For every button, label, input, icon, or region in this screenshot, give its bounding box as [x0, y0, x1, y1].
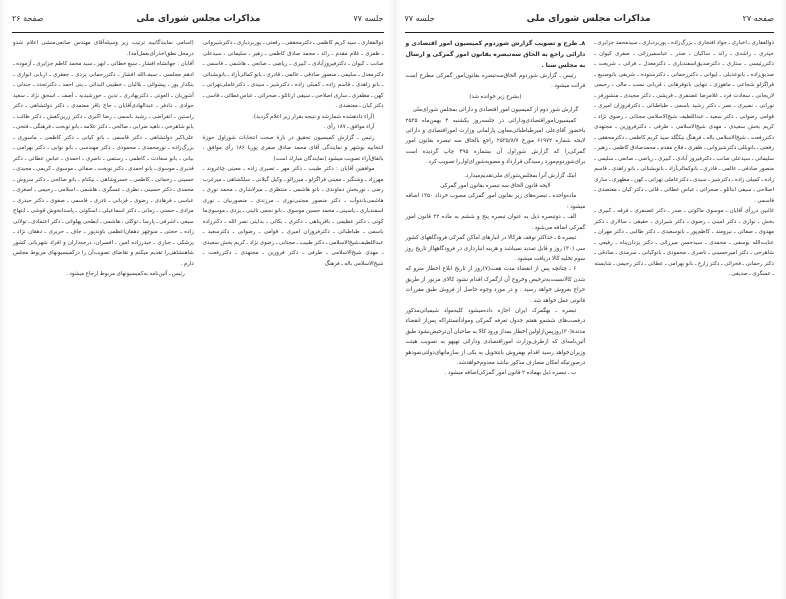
names-roster-right: ذوالفقاری ـ سید کریم کاظمی ـ دکترمحققی ـ رفعتی ـ پوربردباری ـ دکترشیروانی ـ ظفری ـ غلام مقدم ـ رائد ـ محمد صادق کاظمی ـ زهیر ـ سلیمانی ـ سیدعلی صانب ـ کیوان ـ دکترفیروزآبادی ـ کبیری ـ ریاضی ـ صانعی ـ هاشمی ـ قاسمی ـ دکترمعدل ـ سلیمی ـ منصور صادقی ـ عالمی ـ قادری ـ بانو کمالی‌آزاد ـ بانوبشنائی ـ بانو زاهدی ـ قاسم زاده ـ کمیلی زاده ـ دکترشیر ـ سیدی ـ دکترعاملی‌تهرانی ـ کهن ـ مظفری ـ ساری اصلاحی ـ سیفی ارتائلو ـ صحرائی ـ عباس‌عطائی ـ قاسی ـ دکتر کیان ـ معتضدی . [202, 40, 384, 109]
page-right-header-rule [12, 32, 384, 33]
report-title: گزارش شور دوم از کمیسیون امور اقتصادی و دارائی بمجلس شورای‌ملی [412, 107, 579, 114]
page-right-columns [12, 38, 384, 578]
names-in-favor: موافقین آقایان : دکتر طبیب ـ دکتر مهر ـ تصیری زاده ـ معینی چاغروند ـ مهرزاد ـ وشنگبر ـ معینی قراگزلو ـ میرزالو ـ وکیل گیلانی ـ سلکشاهی ـ میرغرب رضی ـ نوربخش دماوندی ـ بانو هاشمی ـ منتظری ـ میرلاشاری ـ محمد نوری ـ هاشمی‌باندوآب ـ دکتر منصور مجتبی‌نوری ـ مرزندی ـ منصوربیان ـ نوری اسفندیاری ـ یاسینی ـ محمد حسین موسوی ـ بانو نجمی نائینی ـ یزدی ـ موسوی‌ما کوئی ـ دکتر عظیمی ـ باقر‌پناهی ـ دکتری ـ بکائی ـ بدایتی‌ نصر الله ـ دکترزاده باسمی ـ طباطبائی ـ دکترفروزان امیری ـ قوامی ـ رضوانی ـ دکترسعید ـ عبداللطیف‌شیخ‌الاسلامی ـ دکتر طبیب ـ مجتانی ـ رضوی نژاد ـ کریم بخش سعیدی ـ مهدی شیخ‌الاسلامی ـ طرفی ـ دکتر فروزین ـ مجتهدی ـ دکتررفعت ـ شیخ‌الاسلامی باله ـ فرهنگ [202, 166, 384, 267]
page-right-page-number: صفحة ۲۶ [12, 14, 44, 23]
page-left-column-names [594, 38, 774, 283]
page-left-header-rule [405, 32, 775, 33]
page-right-column-vote [203, 38, 384, 269]
page-right-column-rollcall [13, 38, 194, 280]
page-left-columns [405, 38, 775, 578]
page-left-title: مذاکرات مجلس شورای ملی [526, 14, 651, 24]
scan-edge-shadow-right [388, 0, 394, 599]
paragraph-chair-report: رئیس ـ گزارش کمیسیون تحقیق در بارهٔ صحت انتخابات شوراول حوزهٔ انتخابیه بوشهر و نمایندگی آقای محمد صادق صفری پوربا ۱۸۶ رأی موافق ، باتفاق‌آراء تصویب میشود (نمایندگان مبارك است) [202, 134, 384, 162]
bill-title: لایحه قانون الحاق سه تبصره بقانون امور گمرکی [440, 183, 551, 190]
page-left-header [405, 14, 775, 31]
paragraph-chair-referral: رئیس ـ آئین‌نامه به‌کمیسیونهای مربوط ارجاع میشود . [66, 271, 185, 277]
rollcall-names: آقایان : جهانشاه افشار ـ سبع خطائی ـ ابهر ـ سید محمد کاظم جزایری ـ آزموده ـ ادهم مجلسی ـ سیف‌الله افشار ـ دکتررحمانی یزدی ـ جعفری ـ اربابی انواری ـ بنکدار پور ـ پیشوائی ـ بلالیان ـ خطیبی البدائی ـ بنی احمد ـ دکترتجدد ـ جندلی ـ آشوریان ـ العوتی ـ دکتربهادری ـ تدین ـ خورشیدیه ـ آصف ـ اسحق نژاد ـ سعید جوادی ـ دادفر ـ عبدالهادی‌آقایان ـ حاج باقر معتمدی ـ دکتر دولتشاهی ـ دکتر راستین ـ انقراضی ـ رشید باسمی ـ رضا اکبری ـ دکتر زرین‌کفش ـ دکتر طالب ـ بانو شاهرخی ـ ناهید ضرابی ـ صالحی ـ دکتر علامه ـ بانو نوبخت ـ فرهنگی ـ فتحی ـ علی‌اکبر دولتشاهی ـ دکتر قاسمی ـ بانو کیانی ـ دکتر کاظمی ـ ماسوری ـ بزرگ‌زاده ـ نورمحمدی ـ محمودی ـ دکتر مهندسی ـ بانو نوابی ـ دکتر بهرامی ـ بیانی ـ بانو سعادت ـ کاظمی ـ رستمی ـ ناصری ـ احمدی ـ عباس عطائی ـ دکتر قدیری ـ موسوی ـ بانو احمدی ـ دکتر نوبخت ـ صفائی ـ موسوی ـ کریمی ـ مجیدی ـ حسینی ـ رحمانی ـ کاظمی ـ خسروشاهی ـ نیکنام ـ بانو صالحی ـ دکتر سروش ـ محمدی ـ دکتر حسینی ـ نظری ـ عسگری ـ هاشمی ـ اسلامی ـ رحیمی ـ اصغری ـ عباسی ـ فرهادی ـ رضوی ـ قربانی ـ نادری ـ قاسمی ـ صفوی ـ دکتر حیدری ـ مرادی ـ حسنی ـ زمانی ـ دکتر اسماعیلی ـ اسکوئی ـ پاسدانخوش قوشی ـ ابتهاج سبعی ـ اشرفی ـ پارسا ـ توکلی ـ هاشمی ـ ابطحی پهلوانی ـ دکتر اعتمادی ـ تولائی زاده ـ حجتی ـ منوچهر دهقان‌اعظمی باوندپور ـ جاف ـ حریری ـ دهقان نژاد ـ پزشکی ـ جباری ـ حیدرزاده امین ـ افسران، درجه‌داران و افراد شهربانی کشور شاهنشاهی‌را تقدیم میکنم و تقاضای تصویب‌آن را درکمیسیونهای مربوط مجلس دارم . [12, 61, 194, 267]
scan-edge-shadow-left-inner [780, 0, 786, 599]
paragraph-clause-be: ب ـ تبصره ذیل بهماده ۲ قانون امور گمرکی‌اضافه میشود . [444, 370, 577, 377]
vote-count-note: (آراء دادهشده شمارشد و نتیجه بقرار زیر اعلام گردید). [252, 113, 375, 120]
paragraph-clause-alef: الف ـ دوتبصره ذیل به عنوان تبصره پنج و ششم به ماده ۲۲ قانون امور گمرکی اضافه می‌شود . [405, 214, 586, 231]
page-right-title: مذاکرات مجلس شورای ملی [136, 14, 261, 24]
paragraph-submission: اینک گزارش آنرا بمجلس‌شورای ملی‌تقدیم‌میدارد. [464, 172, 577, 179]
paragraph-single-article: ماده‌واحده ـ تبصره‌های زیر بقانون امور گمرکی مصوب خرداد ۱۳۵۰ اضافه میشود : [405, 193, 586, 210]
page-left-session-number: جلسه ۷۷ [404, 14, 435, 23]
rollcall-announcement: (اسامی نمایندگانیبه ترتیب زیر وسیله‌آقای مهندس صانعی‌منشی‌ اعلام شدو درمحل نطق‌اخذرأی‌بعمل‌آمد). [13, 40, 194, 57]
page-left-page-number: صفحه ۲۷ [742, 14, 774, 23]
votes-in-favor: آراء موافق ـ ۱۸۷ رأی . [323, 124, 375, 130]
page-left-column-body [406, 38, 586, 379]
paragraph-read-aloud-note: (بشرح زیر خوانده شد) [469, 93, 522, 100]
scan-edge-shadow-right-inner [0, 0, 6, 599]
paragraph-chair-intro: رئیس ـ گزارش شوردوم الحاق‌سه‌تبصره بقانون‌امور گمرکی مطرح است قرائت میشود . [405, 73, 586, 90]
scan-edge-shadow-left [395, 0, 401, 599]
paragraph-note-5: تبصره ۵ ـ حداکثر توقف هرکالا در انبارهای اماکن گمرکی فرودگاههای کشور سی (۳۰) روز و قابل تمدید نمیباشد و هزینه انبارداری در فرودگاههااز تاریخ روز سوم تخلیه کالا دریافت میشود . [405, 235, 586, 262]
page-left [395, 0, 786, 599]
agenda-item-heading: ۸ـ طرح و تصویب گزارش شوردوم کمیسیون امور اقتصادی و دارائی راجع به الحاق سه‌تبصره بقانون امور گمرکی و ارسال به مجلس سنا . [405, 40, 586, 69]
paragraph-note-6: ۶ ـ چنانچه پس از انقضاء مدت هفت(۷)روز از تاریخ ابلاغ اخطار مترو که شدن کالانسبت‌به‌ترخیص وخروج آن ازگمرک اقدام نشود کالای مزبور از طریق حراج بفروش خواهد رسید . و در مورد وجوه حاصل از فروش طبق مقررات قانونی عمل خواهد شد . [405, 266, 586, 304]
names-roster-left: ذوالفقاری ـ اخباری ـ جواد افتخاری ـ بزرگ‌زاده ـ پوربردباری ـ سیدمحمد جزایری ـ حیدری ـ راشدی ـ رائد ـ ساکیان ـ صدر ـ عباسمیرزائی ـ صفری کیوان ـ دکتررئیسی ـ ستاری ـ دکترصدیق‌اسفندیاری ـ دکترمعدل ـ فراتی ـ شریعت ـ صدیق‌زاده ـ بانوعدیلی ـ لیوانی ـ دکتررحمانی ـ دکترستوده ـ شریفی بانوصنیع ـ قراگزلو شجاعی ـ ماهوزی ـ تنهایی بانوفرهانی ـ قربانی نسب ـ مالی ـ رحیمی لاریجانی ـ سعادت فرد ـ غلامرضا غضنفری ـ قریشی ـ دکتر مجیدی ـ منشورفر ـ نورانی ـ نصیری ـ نصر ـ دکتر رشید باسمی ـ طباطبائی ـ دکترفروزان امیری ـ قوامی رضوانی ـ دکتر سعید ـ عبداللطیف شیخ‌الاسلامی مجتانی ـ رضوی نژاد ـ کریم بخش سعیدی ـ مهدی شیخ‌الاسلامی ـ طرفی ـ دکترفروزین ـ مجتهدی دکتررفعت ـ شیخ‌الاسلامی باله ـ فرهنگ نیکگلد سید کریم کاظمی ـ دکترمحققی ـ رفعتی ـ بانوبللی دکترشیروانی ـ ظفری ـ فلاح مقدم ـ محمدصادق کاظمی ـ زهیر ـ سلیمانی ـ سیدعلی صانب ـ دکترفیروز آبادی ـ کبیری ـ ریاضی ـ صانعی ـ سلیمی ـ منصور صادقی ـ عالمی ـ قادری ـ بانوکمالی‌آزاد ـ بانوبشنائی ـ بانو زاهدی ـ قاسم زاده ـ کمیلی زاده ـ دکترشیر ـ سیدی ـ دکترعاملی تهرانی ـ کهن ـ مظهری ـ ساری اصلاحی ـ سیفی ابتائلو ـ صحرائی ـ عباس عطائی ـ قائی ـ دکتر کیان ـ معتضدی ـ قاسمی . [594, 40, 774, 204]
paragraph-note-customs: تبصره ـ بهگمرک ایران اجازه داده‌میشود کلیه‌مواد شیمیائی‌مذکور در‌فصت‌های ششم‌و هفتم جدول تعرفه گمرکی وموادآنستثراکه پس‌از انقضاء مدتدهٔ(۳۰)روزپس‌ازاولین اخطار بمداز ورود کالا به صاحبان آن‌ترخیص‌نشود طبق آئین‌نامه‌ای که ازطرف‌وزارت اموراقتصادی ودارائی تهیهو به تصویب هیئت وزیران‌خواهد رسید اقدام بهفروش بانتحویل به یکی از سازمانهای‌دولتی‌نمودهو درصورتیکه امکان مصارف مذکور نباشد معدوم‌خواهدشد. [405, 307, 586, 366]
paragraph-committee-session: کمیسیون‌امور‌اقتصادی‌ودارائی در جلسه‌روز یکشنبه ۴ بهمن‌ماه ۲۵۳۵ باحضور آقای‌علی امیرطباطبائی‌معاون پارلمانی وزارت امور‌اقتصادی و دارائی لایحه شماره ۶۱۹۷۲ مورخ ۲۵۳۵/۸/۷ راجع بالحاق سه تبصره بقانون امور گمرکی‌را که گزارش شوراول آن بشماره ۴۹۵ چاپ گردیده است برای‌شور‌دوم‌مورد رسیدگی قرارداد و مصوبه‌شورای‌اول‌را تصویب کرد . [405, 117, 586, 166]
page-right-header [12, 14, 384, 31]
page-right-session-number: جلسه ۷۷ [353, 14, 384, 23]
names-absentees-left: غائبین دررأی آقایان ـ موسوی ماکوئی ـ صدر ـ دکتر غضنفری ـ فرقه ـ کبیری ـ بخش ـ نوازی ـ دکتر امینی ـ رضوی ـ دکتر شیرازی ـ حقیقی ـ سالاری ـ دکتر مهدوی ـ صفائی ـ نیرومند ـ کاظم‌پور ـ بانوسعیدی ـ دکتر طالبی ـ دکتر مهران ـ عنایت‌الله یوسفی ـ محمدی ـ سیدحسن میرزائی ـ دکتر یزدان‌پناه ـ رفیعی ـ شاهرخی ـ دکتر امیرحسینی ـ ناصری ـ محمودی ـ بانوکیانی ـ سرمدی ـ صادقی ـ دکتر رحمانی ـ فخرائی ـ دکتر زارع ـ بانو بهرامی ـ عطائی ـ دکتر رحیمی ـ شایسته ـ عسگری ـ صدیقی . [594, 208, 774, 277]
